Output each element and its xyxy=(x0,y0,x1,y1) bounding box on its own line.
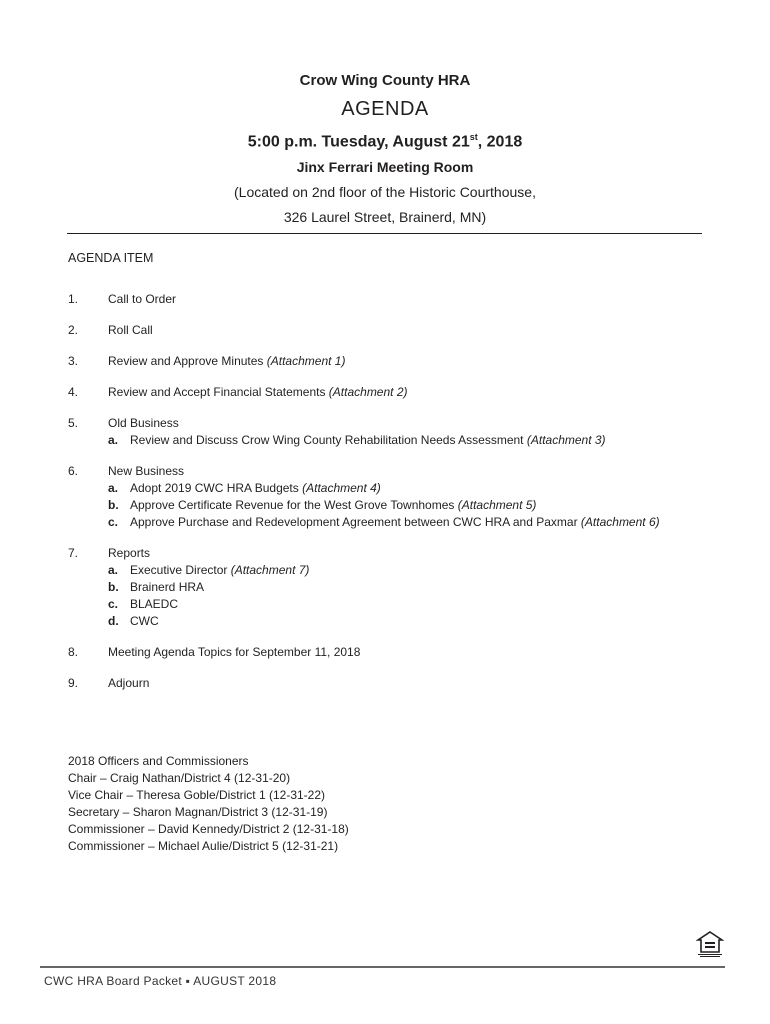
agenda-item-title: Reports xyxy=(108,546,151,560)
agenda-subitem-text: CWC xyxy=(130,614,159,628)
meeting-time-year: , 2018 xyxy=(477,133,523,151)
agenda-subitem-body xyxy=(130,481,381,495)
agenda-subitem-body xyxy=(130,515,660,529)
agenda-item-number: 6. xyxy=(68,464,79,478)
agenda-item xyxy=(68,464,718,529)
section-heading: AGENDA ITEM xyxy=(68,251,154,265)
agenda-item-body xyxy=(108,464,718,529)
attachment-note: (Attachment 3) xyxy=(526,433,606,447)
agenda-item-line xyxy=(108,292,718,306)
agenda-item-number: 1. xyxy=(68,292,79,306)
agenda-item-body xyxy=(108,292,718,306)
agenda-subitem-letter: a. xyxy=(108,563,119,577)
page-title: AGENDA xyxy=(341,98,429,120)
equal-housing-opportunity-icon xyxy=(696,930,724,958)
attachment-note: (Attachment 4) xyxy=(302,481,381,495)
agenda-subitem-body xyxy=(130,498,536,512)
agenda-subitem-letter: a. xyxy=(108,481,119,495)
agenda-item-title: Old Business xyxy=(108,416,179,430)
officers-block xyxy=(68,753,349,855)
agenda-subitem-letter: b. xyxy=(108,580,119,594)
agenda-item xyxy=(68,676,718,690)
attachment-note: (Attachment 1) xyxy=(266,354,346,368)
agenda-subitem-letter: c. xyxy=(108,597,119,611)
officer-line: Commissioner – Michael Aulie/District 5 (12-31-21) xyxy=(68,839,339,853)
agenda-item-body xyxy=(108,416,718,447)
attachment-note: (Attachment 7) xyxy=(230,563,310,577)
agenda-item-number: 3. xyxy=(68,354,79,368)
agenda-list xyxy=(68,292,718,707)
agenda-item-body xyxy=(108,645,718,659)
agenda-item-line xyxy=(108,354,718,368)
officer-line: Commissioner – David Kennedy/District 2 (12-31-18) xyxy=(68,822,349,836)
org-name: Crow Wing County HRA xyxy=(299,72,471,89)
officers-heading: 2018 Officers and Commissioners xyxy=(68,754,249,768)
attachment-note: (Attachment 2) xyxy=(328,385,408,399)
footer-divider xyxy=(40,966,725,968)
agenda-subitem-letter: c. xyxy=(108,515,119,529)
agenda-item-title: Review and Accept Financial Statements xyxy=(108,385,326,399)
officer-line: Chair – Craig Nathan/District 4 (12-31-20) xyxy=(68,771,291,785)
agenda-subitem-text: Approve Certificate Revenue for the West Grove Townhomes xyxy=(130,498,455,512)
agenda-subitem xyxy=(108,498,718,512)
agenda-item-number: 2. xyxy=(68,323,79,337)
agenda-item-title: Call to Order xyxy=(108,292,177,306)
agenda-subitem xyxy=(108,481,718,495)
officer-line: Secretary – Sharon Magnan/District 3 (12-31-19) xyxy=(68,805,328,819)
agenda-subitem-text: Brainerd HRA xyxy=(130,580,205,594)
agenda-item-line xyxy=(108,464,718,478)
meeting-time-main: 5:00 p.m. Tuesday, August 21 xyxy=(247,133,470,151)
agenda-item-body xyxy=(108,546,718,628)
agenda-item xyxy=(68,385,718,399)
agenda-item-body xyxy=(108,323,718,337)
meeting-room: Jinx Ferrari Meeting Room xyxy=(296,159,474,175)
agenda-subitem xyxy=(108,597,718,611)
agenda-item-number: 8. xyxy=(68,645,79,659)
agenda-item-line xyxy=(108,676,718,690)
agenda-item-line xyxy=(108,645,718,659)
footer-text: CWC HRA Board Packet ▪ AUGUST 2018 xyxy=(44,974,277,988)
agenda-item xyxy=(68,292,718,306)
agenda-subitem-body xyxy=(130,563,309,577)
location-line-1: (Located on 2nd floor of the Historic Courthouse, xyxy=(234,184,536,200)
agenda-item-body xyxy=(108,354,718,368)
agenda-subitem-text: BLAEDC xyxy=(130,597,179,611)
agenda-item-body xyxy=(108,676,718,690)
agenda-item-line xyxy=(108,385,718,399)
agenda-subitem xyxy=(108,563,718,577)
agenda-item-title: Adjourn xyxy=(108,676,150,690)
location-line-2: 326 Laurel Street, Brainerd, MN) xyxy=(283,209,487,225)
agenda-item xyxy=(68,546,718,628)
agenda-subitem xyxy=(108,614,718,628)
agenda-subitem-body xyxy=(130,580,204,594)
agenda-item-title: Review and Approve Minutes xyxy=(108,354,264,368)
agenda-item-line xyxy=(108,323,718,337)
agenda-item xyxy=(68,323,718,337)
agenda-subitem-letter: a. xyxy=(108,433,119,447)
agenda-item-body xyxy=(108,385,718,399)
agenda-item-title: New Business xyxy=(108,464,185,478)
agenda-subitem-text: Adopt 2019 CWC HRA Budgets xyxy=(130,481,299,495)
agenda-subitem-body xyxy=(130,433,606,447)
agenda-subitem-text: Approve Purchase and Redevelopment Agreement between CWC HRA and Paxmar xyxy=(130,515,578,529)
agenda-subitem-body xyxy=(130,614,159,628)
attachment-note: (Attachment 6) xyxy=(580,515,660,529)
agenda-subitem xyxy=(108,433,718,447)
agenda-item-line xyxy=(108,416,718,430)
agenda-subitem-text: Executive Director xyxy=(130,563,228,577)
agenda-item-line xyxy=(108,546,718,560)
agenda-item-title: Roll Call xyxy=(108,323,153,337)
agenda-subitem-letter: b. xyxy=(108,498,119,512)
agenda-subitem-text: Review and Discuss Crow Wing County Rehabilitation Needs Assessment xyxy=(130,433,524,447)
agenda-subitem-letter: d. xyxy=(108,614,119,628)
officer-line: Vice Chair – Theresa Goble/District 1 (12-31-22) xyxy=(68,788,326,802)
meeting-time xyxy=(0,132,770,151)
meeting-time-ordinal: st xyxy=(469,132,478,142)
agenda-item xyxy=(68,354,718,368)
agenda-subitem-body xyxy=(130,597,178,611)
header-divider xyxy=(67,233,702,234)
agenda-item-number: 5. xyxy=(68,416,79,430)
agenda-item-number: 4. xyxy=(68,385,79,399)
agenda-subitem xyxy=(108,515,718,529)
agenda-item-number: 7. xyxy=(68,546,79,560)
agenda-subitem xyxy=(108,580,718,594)
agenda-item-title: Meeting Agenda Topics for September 11, 2018 xyxy=(108,645,361,659)
agenda-item xyxy=(68,416,718,447)
agenda-item xyxy=(68,645,718,659)
agenda-item-number: 9. xyxy=(68,676,79,690)
attachment-note: (Attachment 5) xyxy=(457,498,537,512)
